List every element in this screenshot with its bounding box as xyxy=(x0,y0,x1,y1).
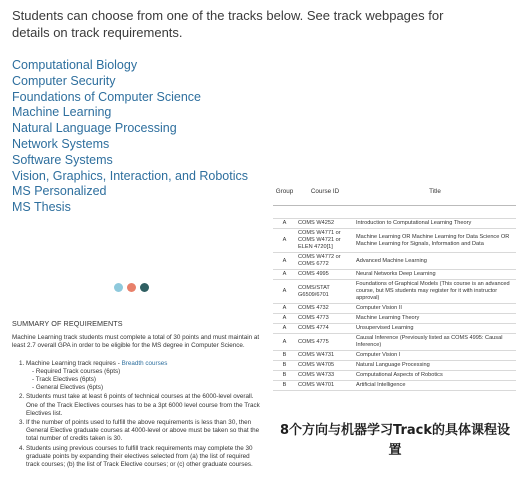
summary-title: SUMMARY OF REQUIREMENTS xyxy=(12,319,123,328)
cell-group: A xyxy=(273,314,296,324)
cell-course-id: COMS 4775 xyxy=(296,334,354,351)
track-link[interactable]: Software Systems xyxy=(12,152,113,167)
table-header-row xyxy=(273,177,516,206)
table-row xyxy=(273,270,516,280)
header-group: Group xyxy=(273,177,296,206)
cell-course-id: COMS 4732 xyxy=(296,304,354,314)
cell-title: Introduction to Computational Learning Theory xyxy=(354,219,516,229)
header-title: Title xyxy=(354,177,516,206)
breadth-courses-link[interactable]: Breadth courses xyxy=(121,359,168,367)
track-link[interactable]: Network Systems xyxy=(12,136,110,151)
requirements-list xyxy=(12,360,262,470)
cell-group: A xyxy=(273,229,296,253)
cell-title: Unsupervised Learning xyxy=(354,324,516,334)
table-row xyxy=(273,334,516,351)
cell-course-id: COMS W4701 xyxy=(296,381,354,391)
header-course-id: Course ID xyxy=(296,177,354,206)
cell-course-id: COMS 4774 xyxy=(296,324,354,334)
requirement-text: Machine Learning track requires - xyxy=(26,359,122,367)
cell-title: Machine Learning OR Machine Learning for Data Science OR Machine Learning for Signals, Information and Data xyxy=(354,229,516,253)
requirement-item: 2. Students must take at least 6 points of technical courses at the 6000-level overall. One of the Track Electives courses has to be a 3pt 6000 level course from the Track Electives list. xyxy=(26,393,262,418)
summary-intro: Machine Learning track students must complete a total of 30 points and must maintain at least 2.7 overall GPA in order to be eligible for the MS degree in Computer Science. xyxy=(12,334,260,350)
requirement-sub: - Track Electives (6pts) xyxy=(32,376,97,384)
table-row xyxy=(273,351,516,361)
carousel-dot[interactable] xyxy=(114,283,123,292)
track-link[interactable]: Natural Language Processing xyxy=(12,121,177,136)
cell-group: A xyxy=(273,280,296,304)
figure-caption: 8个方向与机器学习Track的具体课程设置 xyxy=(279,423,511,458)
cell-title: Advanced Machine Learning xyxy=(354,253,516,270)
cell-group: A xyxy=(273,334,296,351)
table-row xyxy=(273,280,516,304)
table-row xyxy=(273,381,516,391)
table-row xyxy=(273,361,516,371)
cell-group: A xyxy=(273,219,296,229)
requirement-sub: - Required Track courses (6pts) xyxy=(32,367,121,375)
requirement-sub: - General Electives (6pts) xyxy=(32,384,104,392)
carousel-dot[interactable] xyxy=(127,283,136,292)
cell-course-id: COMS W4771 or COMS W4721 or ELEN 4720[1] xyxy=(296,229,354,253)
cell-title: Causal Inference (Previously listed as COMS 4995: Causal Inference) xyxy=(354,334,516,351)
cell-group: B xyxy=(273,381,296,391)
track-list xyxy=(12,58,248,216)
course-table xyxy=(273,177,516,391)
track-link[interactable]: MS Thesis xyxy=(12,200,71,215)
table-row xyxy=(273,304,516,314)
cell-course-id: COMS W4733 xyxy=(296,371,354,381)
track-link[interactable]: Machine Learning xyxy=(12,105,112,120)
track-link[interactable]: Computer Security xyxy=(12,73,116,88)
table-row xyxy=(273,324,516,334)
cell-group: A xyxy=(273,324,296,334)
cell-group: B xyxy=(273,351,296,361)
track-link[interactable]: Computational Biology xyxy=(12,58,138,72)
track-link[interactable]: MS Personalized xyxy=(12,184,107,199)
cell-group: B xyxy=(273,361,296,371)
cell-course-id: COMS 4773 xyxy=(296,314,354,324)
cell-course-id: COMS/STAT G6509/6701 xyxy=(296,280,354,304)
summary-of-requirements xyxy=(12,320,262,470)
cell-title: Natural Language Processing xyxy=(354,361,516,371)
requirement-item: 3. If the number of points used to fulfill the above requirements is less than 30, then General Elective graduate courses at 4000-level or above must be taken so that the total number of credits taken is 30. xyxy=(26,419,262,444)
track-link[interactable]: Vision, Graphics, Interaction, and Robotics xyxy=(12,168,249,183)
cell-title: Computer Vision II xyxy=(354,304,516,314)
table-row xyxy=(273,253,516,270)
cell-group: A xyxy=(273,270,296,280)
cell-title: Foundations of Graphical Models (This course is an advanced course, but MS students may register for it with instructor approval) xyxy=(354,280,516,304)
cell-title: Neural Networks Deep Learning xyxy=(354,270,516,280)
cell-course-id: COMS W4705 xyxy=(296,361,354,371)
table-row xyxy=(273,219,516,229)
cell-title: Computer Vision I xyxy=(354,351,516,361)
intro-text: Students can choose from one of the tracks below. See track webpages for details on track requirements. xyxy=(12,8,444,40)
cell-group: A xyxy=(273,304,296,314)
cell-course-id: COMS W4731 xyxy=(296,351,354,361)
table-spacer-row xyxy=(273,206,516,219)
cell-course-id: COMS W4252 xyxy=(296,219,354,229)
cell-course-id: COMS 4995 xyxy=(296,270,354,280)
requirement-item: 4. Students using previous courses to fulfill track requirements may complete the 30 graduate points by expanding their electives selected from (a) the list of required track courses; (b) the list of Track Elective courses; or (c) other graduate courses. xyxy=(26,445,262,470)
cell-group: B xyxy=(273,371,296,381)
cell-title: Artificial Intelligence xyxy=(354,381,516,391)
cell-title: Machine Learning Theory xyxy=(354,314,516,324)
table-row xyxy=(273,314,516,324)
cell-title: Computational Aspects of Robotics xyxy=(354,371,516,381)
requirement-item xyxy=(26,360,262,393)
cell-group: A xyxy=(273,253,296,270)
cell-course-id: COMS W4772 or COMS 6772 xyxy=(296,253,354,270)
carousel-dot[interactable] xyxy=(140,283,149,292)
table-row xyxy=(273,229,516,253)
track-link[interactable]: Foundations of Computer Science xyxy=(12,89,201,104)
table-row xyxy=(273,371,516,381)
